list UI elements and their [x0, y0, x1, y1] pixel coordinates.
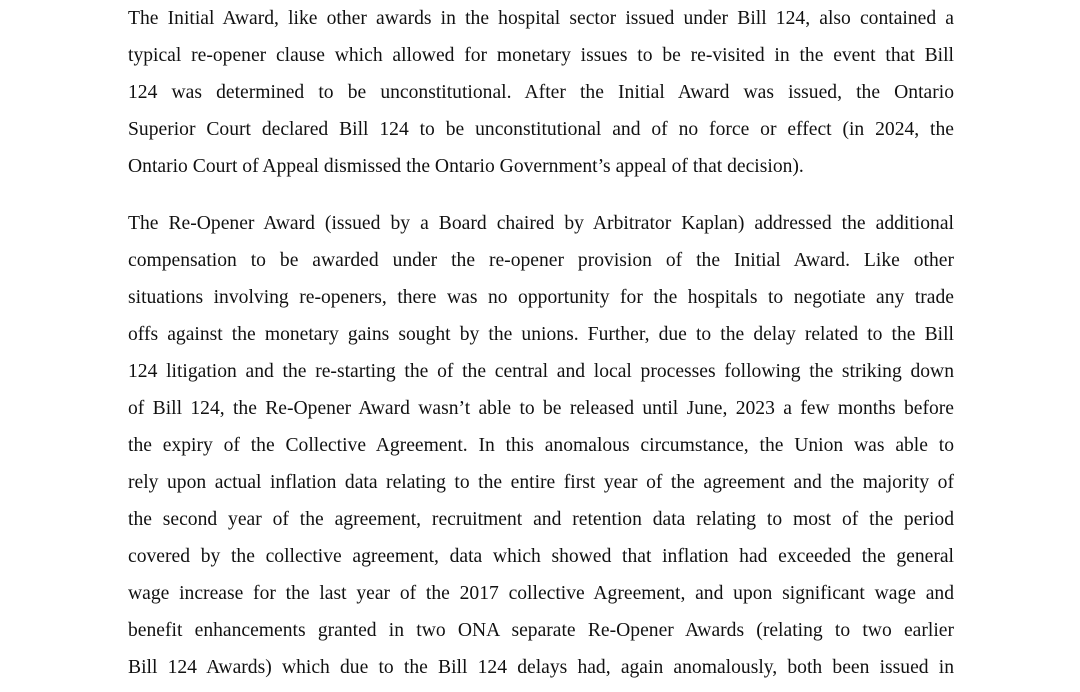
text-line-content: wage increase for the last year of the 2017 collective Agreement, and upon significant wage and: [128, 583, 954, 604]
text-line: [128, 470, 954, 507]
text-line-content: compensation to be awarded under the re-opener provision of the Initial Award. Like other: [128, 250, 954, 271]
paragraph-re-opener-award: [128, 211, 954, 692]
text-line: [128, 433, 954, 470]
text-line-content: the second year of the agreement, recruitment and retention data relating to most of the period: [128, 509, 954, 530]
text-line-content: 124 was determined to be unconstitutional. After the Initial Award was issued, the Ontario: [128, 82, 954, 103]
text-line: [128, 117, 954, 154]
text-line-content: The Initial Award, like other awards in the hospital sector issued under Bill 124, also contained a: [128, 8, 954, 29]
text-line-content: 124 litigation and the re-starting the of the central and local processes following the striking down: [128, 361, 954, 382]
text-line-content: Bill 124 Awards) which due to the Bill 124 delays had, again anomalously, both been issued in: [128, 657, 954, 678]
text-line: [128, 211, 954, 248]
text-line: [128, 618, 954, 655]
text-line-content: Ontario Court of Appeal dismissed the Ontario Government’s appeal of that decision).: [128, 156, 804, 177]
text-line: [128, 322, 954, 359]
text-line-content: situations involving re-openers, there was no opportunity for the hospitals to negotiate any trade: [128, 287, 954, 308]
text-line: [128, 507, 954, 544]
text-line-content: The Re-Opener Award (issued by a Board chaired by Arbitrator Kaplan) addressed the additional: [128, 213, 954, 234]
text-line-content: rely upon actual inflation data relating to the entire first year of the agreement and the majority of: [128, 472, 954, 493]
text-line: [128, 43, 954, 80]
text-line-content: covered by the collective agreement, data which showed that inflation had exceeded the general: [128, 546, 954, 567]
text-line-content: of Bill 124, the Re-Opener Award wasn’t able to be released until June, 2023 a few months before: [128, 398, 954, 419]
text-line-content: offs against the monetary gains sought by the unions. Further, due to the delay related to the Bill: [128, 324, 954, 345]
text-line: [128, 248, 954, 285]
text-line-content: the expiry of the Collective Agreement. In this anomalous circumstance, the Union was able to: [128, 435, 954, 456]
text-line-content: typical re-opener clause which allowed for monetary issues to be re-visited in the event that Bill: [128, 45, 954, 66]
text-line: [128, 581, 954, 618]
text-line: [128, 544, 954, 581]
paragraph-initial-award: [128, 6, 954, 191]
text-line-content: Superior Court declared Bill 124 to be unconstitutional and of no force or effect (in 2024, the: [128, 119, 954, 140]
text-line: [128, 396, 954, 433]
text-line: [128, 285, 954, 322]
text-line: [128, 359, 954, 396]
text-line: [128, 154, 954, 191]
text-line: [128, 80, 954, 117]
text-line-content: benefit enhancements granted in two ONA separate Re-Opener Awards (relating to two earlier: [128, 620, 954, 641]
text-line: [128, 6, 954, 43]
text-line: [128, 655, 954, 692]
